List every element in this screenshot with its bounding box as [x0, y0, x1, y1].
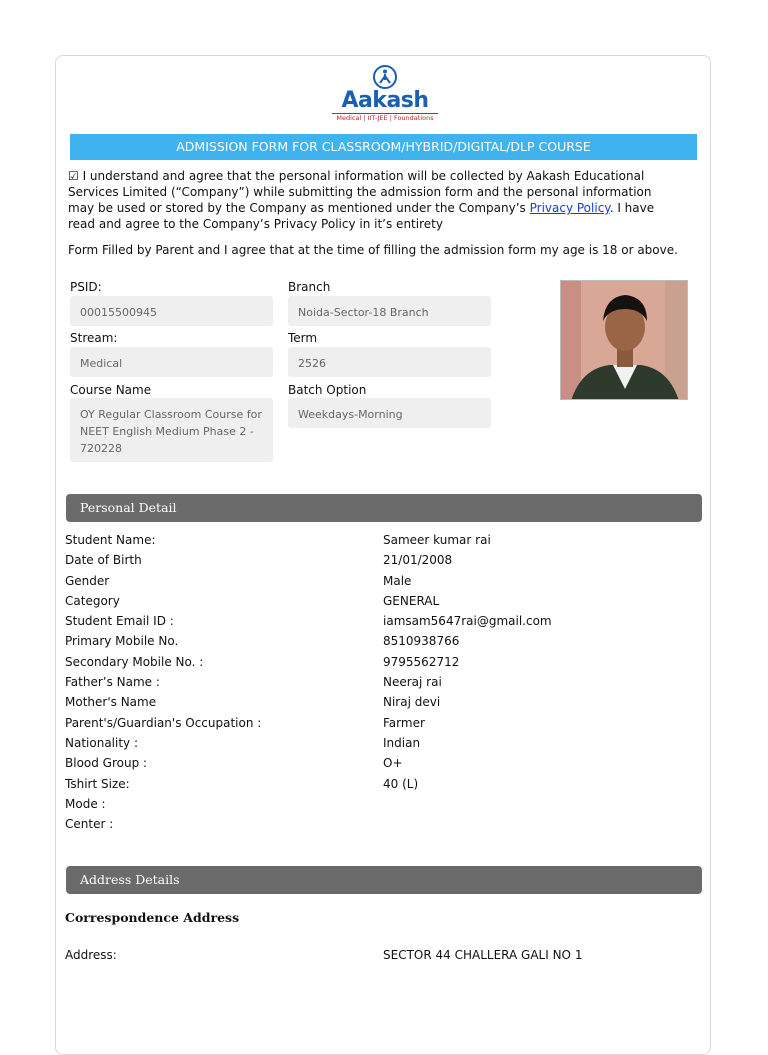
detail-row — [65, 593, 705, 613]
branch-field[interactable]: Noida-Sector-18 Branch — [288, 296, 491, 326]
detail-row — [65, 573, 705, 593]
detail-row — [65, 755, 705, 775]
detail-row — [65, 735, 705, 755]
form-title-banner: ADMISSION FORM FOR CLASSROOM/HYBRID/DIGITAL/DLP COURSE — [70, 134, 697, 160]
detail-row — [65, 715, 705, 735]
detail-label: Nationality : — [65, 735, 139, 750]
branch-label: Branch — [288, 280, 331, 294]
detail-row — [65, 674, 705, 694]
detail-value: 8510938766 — [383, 634, 460, 649]
detail-value: iamsam5647rai@gmail.com — [383, 614, 552, 629]
detail-value: 40 (L) — [383, 776, 419, 791]
detail-row — [65, 633, 705, 653]
aakash-logo — [330, 64, 440, 126]
detail-label: Primary Mobile No. — [65, 634, 179, 649]
term-field[interactable]: 2526 — [288, 347, 491, 377]
address-details-header: Address Details — [66, 866, 702, 894]
aakash-emblem-icon — [371, 64, 399, 90]
detail-row — [65, 796, 705, 816]
course-name-label: Course Name — [70, 383, 152, 397]
detail-row — [65, 654, 705, 674]
personal-detail-header: Personal Detail — [66, 494, 702, 522]
detail-label: Mother's Name — [65, 695, 157, 710]
address-value: SECTOR 44 CHALLERA GALI NO 1 — [383, 948, 583, 962]
psid-field[interactable]: 00015500945 — [70, 296, 273, 326]
stream-label: Stream: — [70, 331, 118, 345]
address-label: Address: — [65, 948, 117, 962]
detail-value: Male — [383, 573, 412, 588]
detail-label: Category — [65, 593, 120, 608]
detail-label: Tshirt Size: — [65, 776, 130, 791]
student-photo — [560, 280, 688, 400]
course-name-field[interactable]: OY Regular Classroom Course for NEET English Medium Phase 2 - 720228 — [70, 398, 273, 462]
detail-value: Farmer — [383, 715, 425, 730]
detail-row — [65, 694, 705, 714]
detail-row — [65, 552, 705, 572]
detail-row — [65, 532, 705, 552]
detail-label: Father’s Name : — [65, 675, 160, 690]
detail-label: Date of Birth — [65, 553, 142, 568]
detail-value: Sameer kumar rai — [383, 533, 491, 547]
consent-text — [68, 168, 668, 232]
detail-value: Neeraj rai — [383, 675, 442, 690]
detail-value: O+ — [383, 756, 403, 771]
detail-value: 21/01/2008 — [383, 553, 453, 568]
detail-label: Blood Group : — [65, 756, 148, 771]
detail-label: Secondary Mobile No. : — [65, 654, 204, 669]
detail-row — [65, 776, 705, 796]
logo-wordmark: Aakash — [341, 88, 429, 113]
batch-option-field[interactable]: Weekdays-Morning — [288, 398, 491, 428]
logo-tagline: Medical | IIT-JEE | Foundations — [332, 113, 438, 122]
batch-option-label: Batch Option — [288, 383, 367, 397]
consent-text-before: I understand and agree that the personal information will be collected by Aakash Educational Services Limited (“Company”) while submitting the admission form and the personal information may be used or stored by the Company as mentioned under the Company’s — [68, 169, 652, 215]
detail-label: Mode : — [65, 796, 106, 811]
detail-value: 9795562712 — [383, 654, 460, 669]
student-portrait-icon — [561, 281, 688, 400]
detail-value: Indian — [383, 735, 421, 750]
detail-label: Gender — [65, 573, 110, 588]
detail-row — [65, 816, 705, 836]
detail-value: Niraj devi — [383, 695, 441, 710]
detail-row — [65, 613, 705, 633]
detail-label: Center : — [65, 817, 114, 832]
privacy-policy-link[interactable]: Privacy Policy — [529, 201, 610, 215]
address-row — [65, 948, 705, 962]
detail-label: Student Name: — [65, 533, 156, 547]
consent-checkbox[interactable]: ☑ — [68, 169, 79, 183]
personal-detail-list — [65, 532, 705, 836]
detail-value: GENERAL — [383, 593, 440, 608]
filled-by-note: Form Filled by Parent and I agree that at the time of filling the admission form my age is 18 or above. — [68, 243, 678, 257]
psid-label: PSID: — [70, 280, 102, 294]
detail-label: Student Email ID : — [65, 614, 174, 629]
correspondence-address-title: Correspondence Address — [65, 910, 240, 925]
term-label: Term — [288, 331, 318, 345]
stream-field[interactable]: Medical — [70, 347, 273, 377]
consent-text-after: . I have read and agree to the Company’s Privacy Policy in it’s entirety — [68, 201, 655, 231]
detail-label: Parent's/Guardian's Occupation : — [65, 715, 262, 730]
